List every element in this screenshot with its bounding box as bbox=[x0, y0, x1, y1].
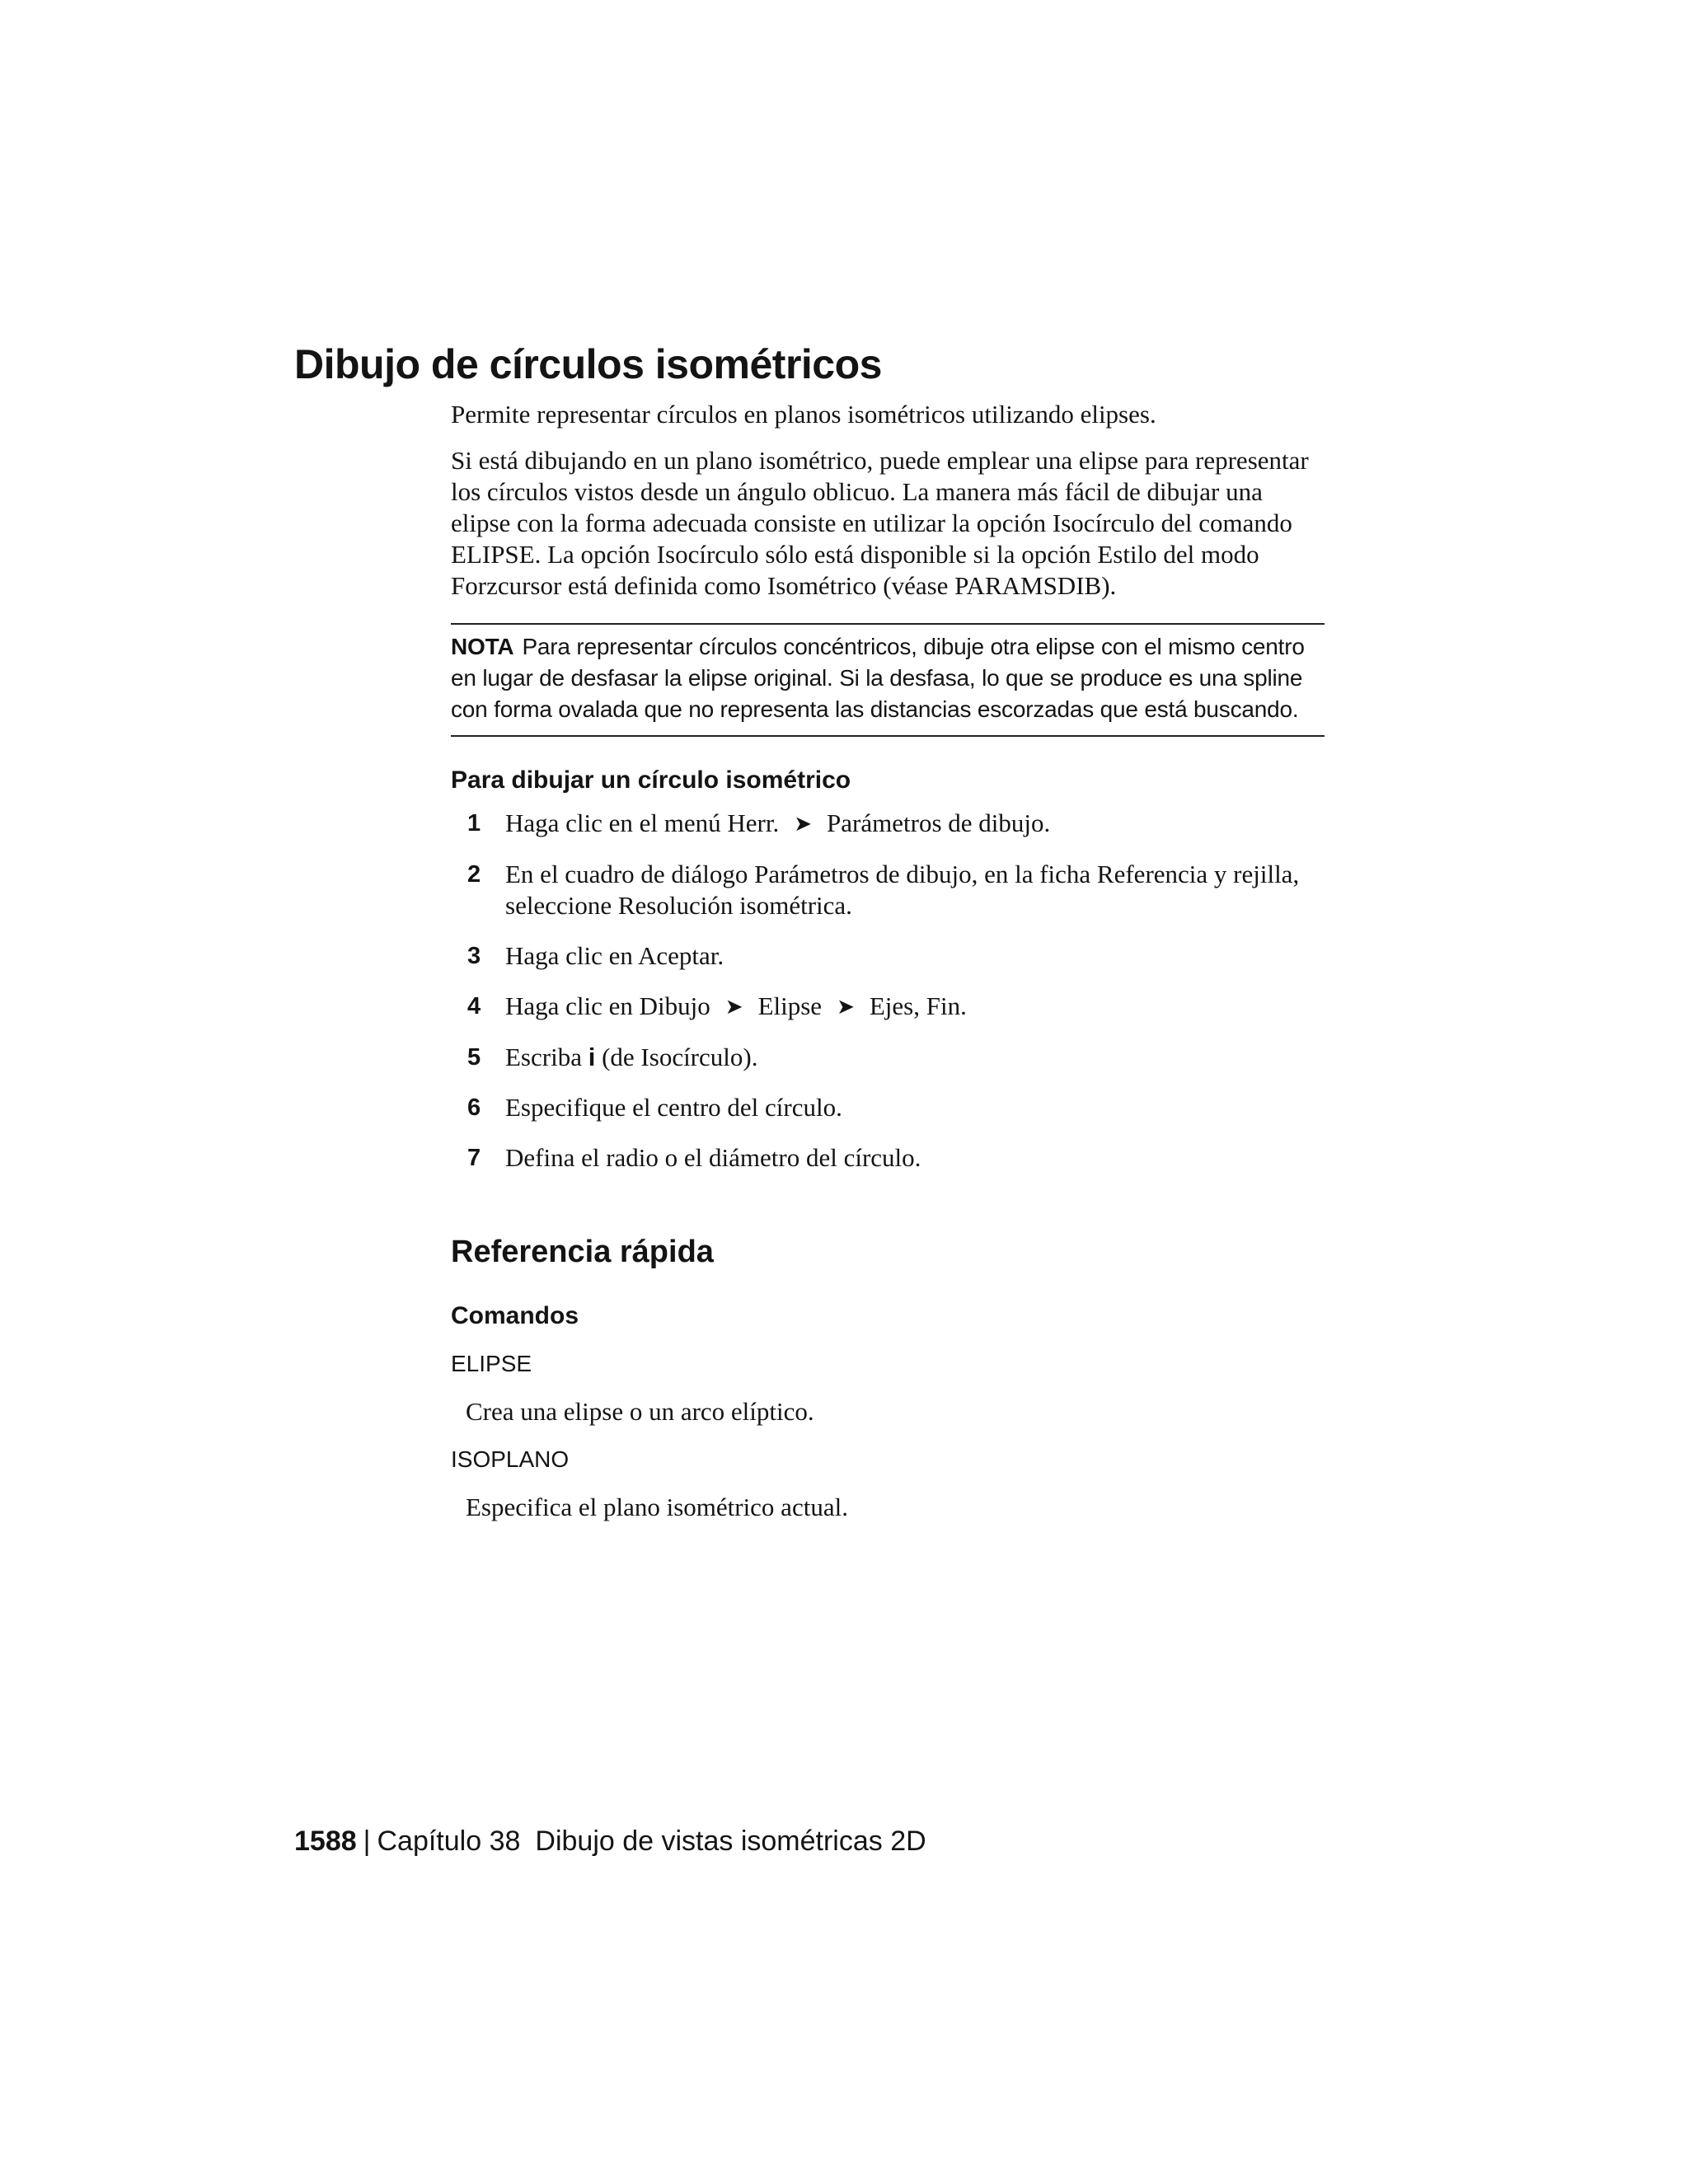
step-5-key: i bbox=[588, 1043, 596, 1071]
chapter-title: Dibujo de vistas isométricas 2D bbox=[535, 1825, 926, 1857]
footer-separator: | bbox=[363, 1825, 371, 1857]
step-text bbox=[505, 1042, 1325, 1073]
note-label: NOTA bbox=[451, 634, 514, 659]
step-5-post: (de Isocírculo). bbox=[595, 1043, 758, 1071]
step-1 bbox=[451, 808, 1325, 840]
command-description: Especifica el plano isométrico actual. bbox=[466, 1493, 848, 1521]
command-description: Crea una elipse o un arco elíptico. bbox=[466, 1397, 814, 1426]
procedure-heading: Para dibujar un círculo isométrico bbox=[451, 766, 851, 794]
chapter-label: Capítulo 38 bbox=[377, 1825, 521, 1857]
step-text bbox=[505, 991, 1325, 1023]
step-text: Haga clic en Aceptar. bbox=[505, 941, 724, 970]
arrow-icon: ➤ bbox=[837, 995, 855, 1019]
step-4-submenu: Elipse bbox=[757, 991, 823, 1020]
step-4-menu: Haga clic en Dibujo bbox=[505, 991, 710, 1020]
step-number: 5 bbox=[467, 1044, 481, 1071]
page-title: Dibujo de círculos isométricos bbox=[294, 341, 882, 387]
body-paragraph: Si está dibujando en un plano isométrico, puede emplear una elipse para representar los círculos vistos desde un ángulo oblicuo. La manera más fácil de dibujar una elipse con la forma adecuada consiste en utilizar la opción Isocírculo del comando ELIPSE. La opción Isocírculo sólo está disponible si la opción Estilo del modo Forzcursor está definida como Isométrico (véase PARAMSDIB). bbox=[451, 446, 1309, 600]
step-2 bbox=[451, 859, 1325, 921]
note-box bbox=[451, 623, 1325, 737]
note-text: Para representar círculos concéntricos, dibuje otra elipse con el mismo centro en lugar de desfasar la elipse original. Si la desfasa, lo que se produce es una spline con forma ovalada que no representa las distancias escorzadas que está buscando. bbox=[451, 634, 1305, 722]
step-5 bbox=[451, 1042, 1325, 1073]
step-number: 7 bbox=[467, 1145, 481, 1171]
step-text: Defina el radio o el diámetro del círculo. bbox=[505, 1143, 921, 1172]
step-4-item: Ejes, Fin. bbox=[869, 991, 967, 1020]
page-footer bbox=[294, 1823, 926, 1859]
step-number: 4 bbox=[467, 993, 481, 1019]
step-text: En el cuadro de diálogo Parámetros de dibujo, en la ficha Referencia y rejilla, seleccione Resolución isométrica. bbox=[505, 860, 1300, 920]
main-content bbox=[451, 399, 1325, 1523]
step-6 bbox=[451, 1092, 1325, 1123]
procedure-steps bbox=[451, 808, 1325, 1174]
step-3 bbox=[451, 940, 1325, 972]
command-name: ELIPSE bbox=[451, 1351, 532, 1376]
quick-reference-heading: Referencia rápida bbox=[451, 1235, 714, 1269]
step-text: Especifique el centro del círculo. bbox=[505, 1093, 842, 1122]
command-name: ISOPLANO bbox=[451, 1446, 570, 1472]
step-number: 3 bbox=[467, 943, 481, 969]
step-7 bbox=[451, 1142, 1325, 1174]
step-5-pre: Escriba bbox=[505, 1043, 588, 1071]
step-number: 2 bbox=[467, 861, 481, 888]
step-4 bbox=[451, 991, 1325, 1023]
arrow-icon: ➤ bbox=[794, 812, 813, 836]
commands-heading: Comandos bbox=[451, 1302, 579, 1329]
page-number: 1588 bbox=[294, 1825, 357, 1857]
step-1-item: Parámetros de dibujo. bbox=[827, 808, 1051, 837]
step-1-menu: Haga clic en el menú Herr. bbox=[505, 808, 780, 837]
step-number: 6 bbox=[467, 1094, 481, 1121]
step-text bbox=[505, 808, 1325, 840]
arrow-icon: ➤ bbox=[724, 995, 743, 1019]
intro-paragraph: Permite representar círculos en planos isométricos utilizando elipses. bbox=[451, 400, 1156, 429]
step-number: 1 bbox=[467, 810, 481, 837]
